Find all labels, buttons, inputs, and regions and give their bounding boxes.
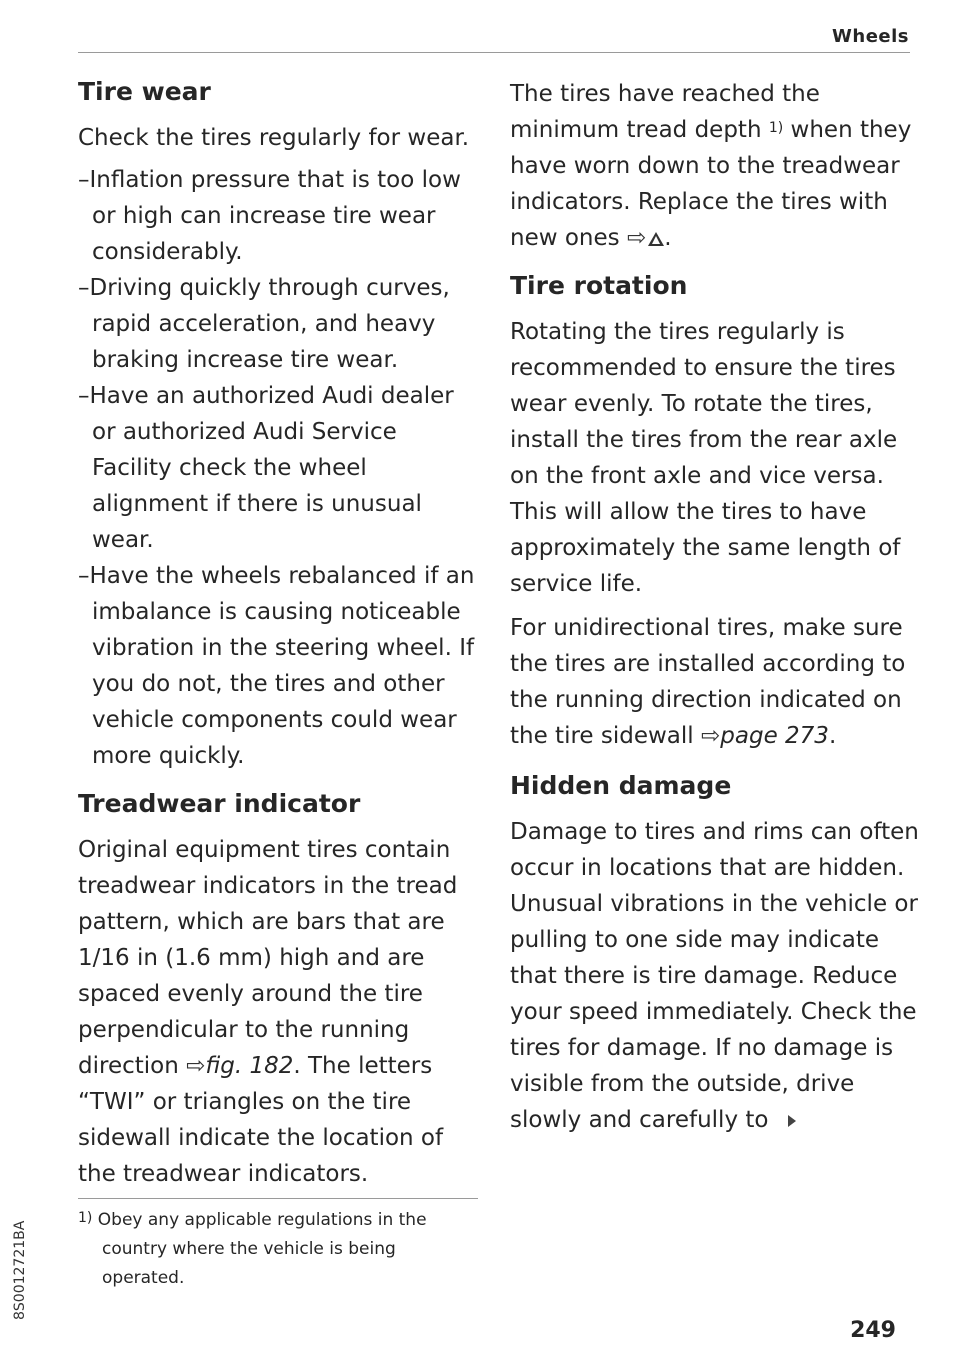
heading-tire-rotation: Tire rotation [510, 271, 688, 300]
footnote-body: Obey any applicable regulations in the country where the vehicle is being operated. [92, 1210, 427, 1288]
footnote-number: 1) [78, 1210, 93, 1226]
arrow-right-icon: ⇨ [186, 1053, 206, 1079]
tire-wear-list [78, 162, 478, 774]
footnote-text [78, 1206, 478, 1293]
tire-wear-intro: Check the tires regularly for wear. [78, 125, 470, 151]
treadwear-text [78, 832, 478, 1192]
fig-182-link[interactable]: fig. 182 [205, 1053, 294, 1079]
rotation-text-1: Rotating the tires regularly is recommended to ensure the tires wear evenly. To rotate the tires, install the tires from the rear axle on the front axle and vice versa. This will allow the tires to have approximately the same length of service life. [510, 319, 901, 597]
list-item: –Have the wheels rebalanced if an imbalance is causing noticeable vibration in the steering wheel. If you do not, the tires and other vehicle components could wear more quickly. [78, 563, 475, 769]
footnote-rule [78, 1198, 478, 1199]
arrow-right-icon: ⇨ [701, 723, 721, 749]
left-column [78, 72, 478, 1192]
section-title: Wheels [832, 26, 909, 47]
treadwear-text-a: Original equipment tires contain treadwear indicators in the tread pattern, which are bars that are 1/16 in (1.6 mm) high and are spaced evenly around the tire perpendicular to the running direction [78, 837, 458, 1079]
min-tread-text [510, 76, 920, 256]
heading-treadwear: Treadwear indicator [78, 789, 361, 818]
rotation-text-2a: For unidirectional tires, make sure the tires are installed according to the running direction indicated on the tire sidewall [510, 615, 906, 749]
min-tread-end: . [664, 225, 672, 251]
header-rule [78, 52, 910, 53]
list-item: –Have an authorized Audi dealer or authorized Audi Service Facility check the wheel alignment if there is unusual wear. [78, 383, 454, 553]
hidden-damage-text [510, 814, 920, 1138]
right-column [510, 72, 920, 1138]
list-item: –Driving quickly through curves, rapid acceleration, and heavy braking increase tire wear. [78, 275, 450, 373]
treadwear-text-b: . The letters “TWI” or triangles on the tire sidewall indicate the location of the treadwear indicators. [78, 1053, 444, 1187]
page-number: 249 [850, 1318, 896, 1343]
list-item: –Inflation pressure that is too low or high can increase tire wear considerably. [78, 167, 461, 265]
min-tread-text-a: The tires have reached the minimum tread depth [510, 81, 820, 143]
footnote [78, 1206, 478, 1293]
page-273-link[interactable]: page 273 [720, 723, 829, 749]
rotation-text-2-end: . [828, 723, 837, 749]
continue-arrow-icon [788, 1115, 796, 1127]
heading-tire-wear: Tire wear [78, 77, 211, 106]
arrow-right-icon: ⇨ [626, 225, 647, 251]
hidden-damage-text-body: Damage to tires and rims can often occur in locations that are hidden. Unusual vibrations in the vehicle or pulling to one side may indicate that there is tire damage. Reduce your speed immediately. Check the tires for damage. If no damage is visible from the outside, drive slowly and carefully to [510, 819, 919, 1133]
heading-hidden-damage: Hidden damage [510, 771, 732, 800]
document-code: 8S0012721BA [12, 1220, 28, 1320]
footnote-marker[interactable]: 1) [768, 120, 784, 136]
rotation-text-2 [510, 610, 920, 754]
warning-triangle-icon[interactable] [648, 232, 664, 246]
min-tread-text-b: when they have worn down to the treadwear indicators. Replace the tires with new ones [510, 117, 912, 251]
